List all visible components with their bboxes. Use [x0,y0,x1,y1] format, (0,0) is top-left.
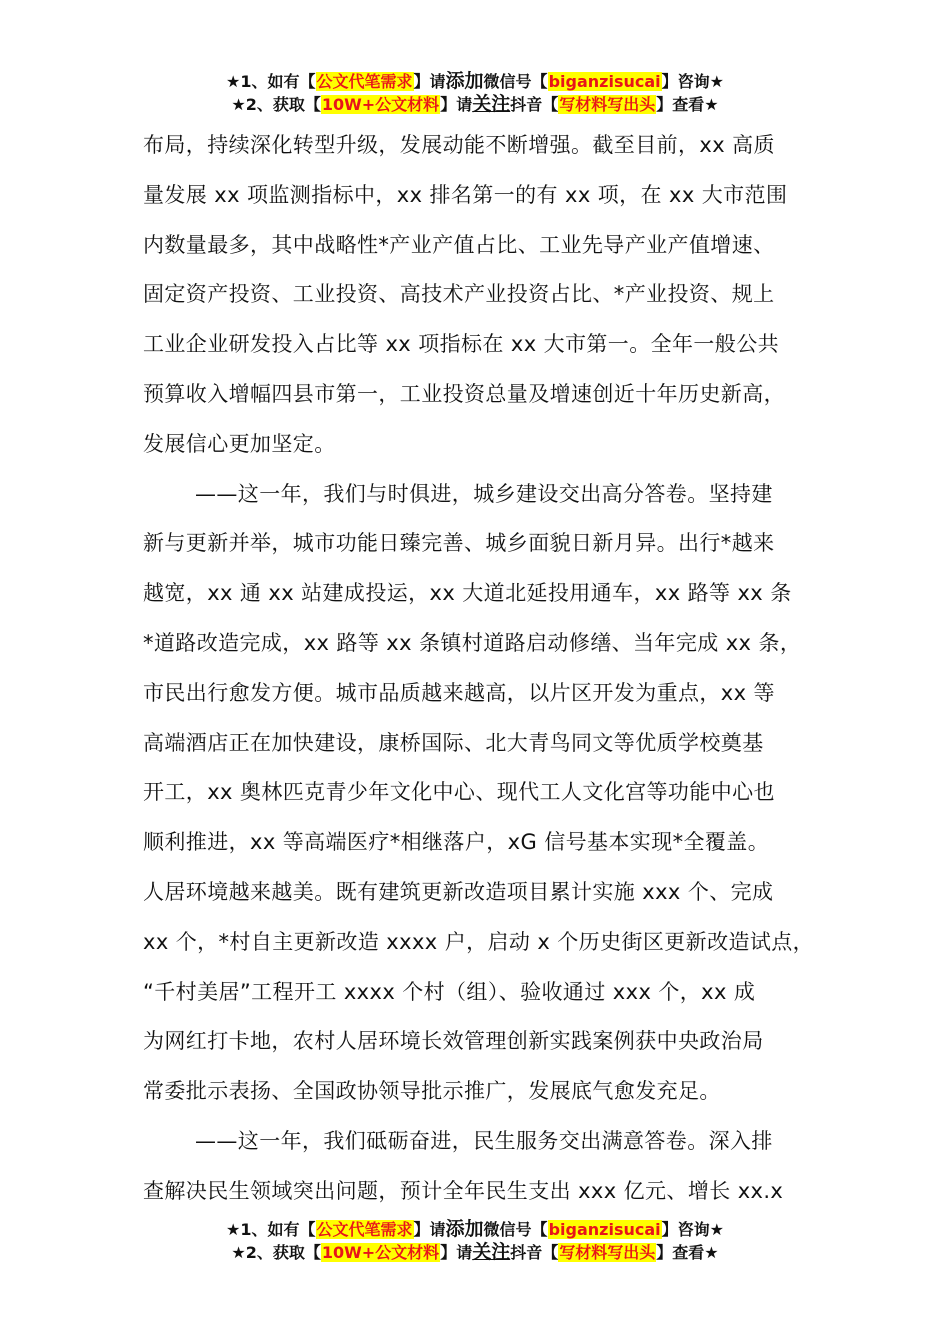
body-line: 市民出行愈发方便。城市品质越来越高，以片区开发为重点，xx 等 [143,680,775,705]
paragraph-start-line: ——这一年，我们与时俱进，城乡建设交出高分答卷。坚持建 [195,481,773,506]
highlight-writing-service: 公文代笔需求 [316,72,413,91]
body-line: 常委批示表扬、全国政协领导批示推广，发展底气愈发充足。 [143,1079,721,1104]
banner-line-2: ★2、获取【10W+公文材料】请关注抖音【写材料写出头】查看★ [231,1241,719,1263]
body-line: “千村美居”工程开工 xxxx 个村（组）、验收通过 xxx 个，xx 成 [143,979,756,1004]
body-line: 预算收入增幅四县市第一，工业投资总量及增速创近十年历史新高， [143,381,785,406]
highlight-materials: 10W+公文材料 [321,1243,440,1262]
star-icon: ★ [226,1220,241,1239]
highlight-wechat-id: biganzisucai [548,1220,661,1239]
body-line: 顺利推进，xx 等高端医疗*相继落户，xG 信号基本实现*全覆盖。 [143,830,770,855]
paragraph-start-line: ——这一年，我们砥砺奋进，民生服务交出满意答卷。深入排 [195,1128,773,1153]
body-line: xx 个，*村自主更新改造 xxxx 户，启动 x 个历史街区更新改造试点， [143,929,815,954]
body-line: *道路改造完成，xx 路等 xx 条镇村道路启动修缮、当年完成 xx 条， [143,630,802,655]
body-line: 布局，持续深化转型升级，发展动能不断增强。截至目前，xx 高质 [143,133,775,157]
banner-line-2: ★2、获取【10W+公文材料】请关注抖音【写材料写出头】查看★ [231,93,719,115]
body-line: 高端酒店正在加快建设，康桥国际、北大青鸟同文等优质学校奠基 [143,730,764,755]
body-line: 为网红打卡地，农村人居环境长效管理创新实践案例获中央政治局 [143,1029,764,1054]
document-body [143,121,828,1217]
highlight-wechat-id: biganzisucai [548,72,661,91]
star-icon: ★ [231,1243,246,1262]
star-icon: ★ [231,95,246,114]
body-line: 人居环境越来越美。既有建筑更新改造项目累计实施 xxx 个、完成 [143,879,774,904]
body-line: 开工，xx 奥林匹克青少年文化中心、现代工人文化宫等功能中心也 [143,780,775,805]
body-line: 查解决民生领域突出问题，预计全年民生支出 xxx 亿元、增长 xx.x [143,1178,784,1203]
body-line: 量发展 xx 项监测指标中，xx 排名第一的有 xx 项，在 xx 大市范围 [143,182,788,207]
highlight-douyin-account: 写材料写出头 [559,95,656,114]
body-line: 固定资产投资、工业投资、高技术产业投资占比、*产业投资、规上 [143,282,775,307]
body-line: 内数量最多，其中战略性*产业产值占比、工业先导产业产值增速、 [143,232,775,257]
banner-line-1: ★1、如有【公文代笔需求】请添加微信号【biganzisucai】咨询★ [226,1218,724,1240]
highlight-materials: 10W+公文材料 [321,95,440,114]
highlight-writing-service: 公文代笔需求 [316,1220,413,1239]
banner-line-1: ★1、如有【公文代笔需求】请添加微信号【biganzisucai】咨询★ [226,70,724,92]
star-icon: ★ [226,72,241,91]
body-line: 新与更新并举，城市功能日臻完善、城乡面貌日新月异。出行*越来 [143,531,775,556]
header-banner [0,70,950,116]
body-line: 发展信心更加坚定。 [143,431,336,456]
body-line: 工业企业研发投入占比等 xx 项指标在 xx 大市第一。全年一般公共 [143,332,780,357]
body-line: 越宽，xx 通 xx 站建成投运，xx 大道北延投用通车，xx 路等 xx 条 [143,581,792,606]
footer-banner [0,1218,950,1264]
highlight-douyin-account: 写材料写出头 [559,1243,656,1262]
